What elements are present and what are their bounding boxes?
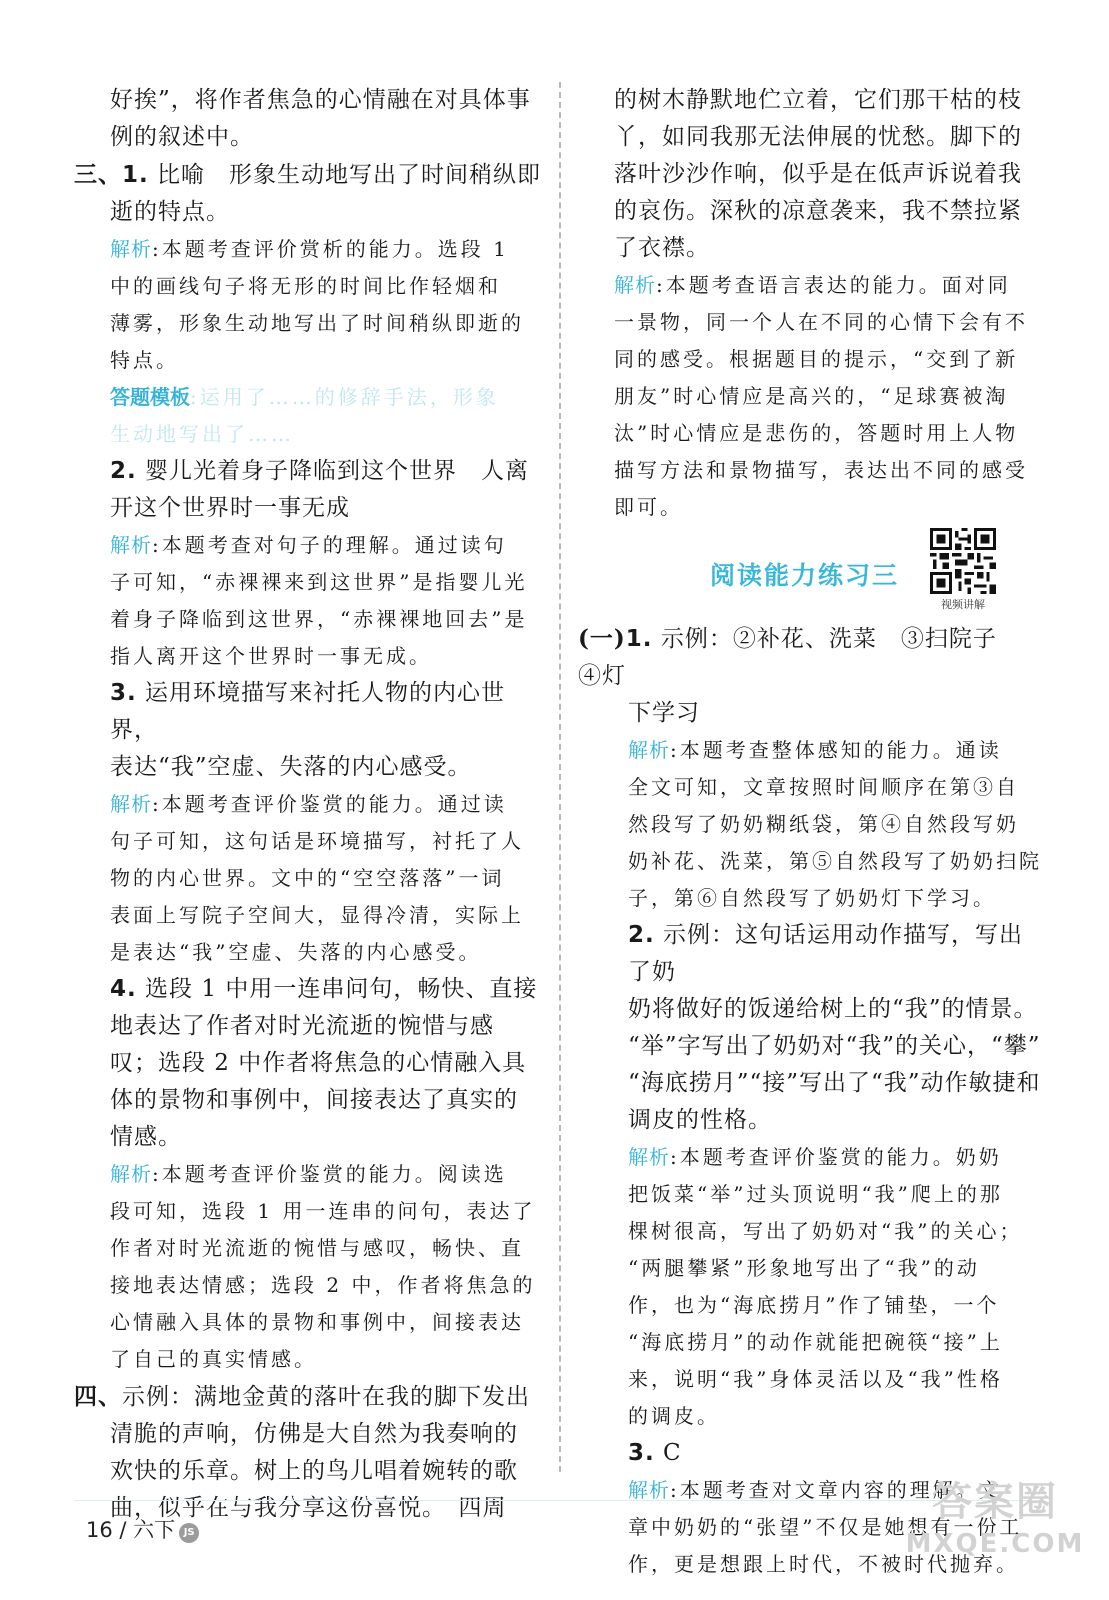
- analysis-line: 接地表达情感；选段 2 中，作者将焦急的: [110, 1273, 536, 1297]
- analysis-text: :本题考查语言表达的能力。面对同: [656, 273, 1011, 297]
- analysis-line: 段可知，选段 1 用一连串的问句，表达了: [110, 1199, 536, 1223]
- answer-line: 曲，似乎在与我分享这份喜悦。 四周: [110, 1495, 507, 1521]
- watermark-bottom: MXQE.COM: [905, 1529, 1085, 1559]
- answer-line: 丫，如同我那无法伸展的忧愁。脚下的: [614, 124, 1022, 150]
- answer-line: 清脆的声响，仿佛是大自然为我奏响的: [110, 1421, 518, 1447]
- q4-answer: [74, 971, 544, 1008]
- analysis-line: 了自己的真实情感。: [110, 1347, 317, 1371]
- r2-answer: [578, 917, 1043, 991]
- analysis-line: 物的内心世界。文中的“空空落落”一词: [110, 866, 505, 890]
- question-number: 4.: [110, 976, 137, 1002]
- watermark: [900, 1478, 1090, 1588]
- answer-line: 开这个世界时一事无成: [110, 495, 350, 521]
- q3-answer: [74, 675, 544, 749]
- answer-line: 落叶沙沙作响，似乎是在低声诉说着我: [614, 161, 1022, 187]
- analysis-line: 表面上写院子空间大，显得冷清，实际上: [110, 903, 524, 927]
- qr-label: 视频讲解: [941, 598, 985, 611]
- analysis-line: 汰”时心情应是悲伤的，答题时用上人物: [614, 421, 1019, 445]
- template-text: :运用了……的修辞手法，形象: [190, 385, 499, 409]
- analysis-line: 中的画线句子将无形的时间比作轻烟和: [110, 274, 501, 298]
- section-label: 四、: [74, 1383, 122, 1410]
- answer-line: 例的叙述中。: [110, 124, 254, 150]
- answer-line: 了衣襟。: [614, 235, 710, 261]
- answer-text: 示例：②补花、洗菜 ③扫院子 ④灯: [578, 626, 1021, 689]
- answer-line: 逝的特点。: [110, 199, 230, 225]
- analysis-line: 着身子降临到这世界，“赤裸裸地回去”是: [110, 607, 528, 631]
- analysis-line: 子可知，“赤裸裸来到这世界”是指婴儿光: [110, 570, 528, 594]
- template-line: 生动地写出了……: [110, 422, 294, 446]
- answer-line: 体的景物和事例中，间接表达了真实的: [110, 1087, 518, 1113]
- practice-heading: [578, 528, 1043, 614]
- question-number: 3.: [110, 680, 137, 706]
- analysis-line: [578, 1139, 1043, 1176]
- answer-text: 比喻 形象生动地写出了时间稍纵即: [148, 162, 542, 188]
- js-badge-icon: JS: [179, 1523, 199, 1543]
- answer-line: 好挨”，将作者焦急的心情融在对具体事: [110, 87, 531, 113]
- column-divider: [559, 82, 561, 1472]
- template-tag: 答题模板: [110, 385, 190, 409]
- analysis-text: :本题考查评价鉴赏的能力。阅读选: [152, 1162, 507, 1186]
- analysis-line: 心情融入具体的景物和事例中，间接表达: [110, 1310, 524, 1334]
- analysis-line: 描写方法和景物描写，表达出不同的感受: [614, 458, 1028, 482]
- answer-line: 的树木静默地伫立着，它们那干枯的枝: [614, 87, 1022, 113]
- analysis-line: 薄雾，形象生动地写出了时间稍纵即逝的: [110, 311, 524, 335]
- analysis-line: 的调皮。: [628, 1404, 720, 1428]
- section-label: (一): [578, 625, 626, 652]
- analysis-line: 奶补花、洗菜，第⑤自然段写了奶奶扫院: [628, 849, 1042, 873]
- answer-line: 表达“我”空虚、失落的内心感受。: [110, 754, 472, 780]
- analysis-tag: 解析: [110, 237, 152, 261]
- answer-line: 叹；选段 2 中作者将焦急的心情融入具: [110, 1050, 527, 1076]
- analysis-line: 把饭菜“举”过头顶说明“我”爬上的那: [628, 1182, 1003, 1206]
- question-number: 2.: [628, 922, 655, 948]
- analysis-line: 是表达“我”空虚、失落的内心感受。: [110, 940, 482, 964]
- analysis-line: 来，说明“我”身体灵活以及“我”性格: [628, 1367, 1003, 1391]
- question-number: 3.: [628, 1440, 655, 1466]
- analysis-line: 同的感受。根据题目的提示，“交到了新: [614, 347, 1019, 371]
- answer-text: C: [654, 1440, 682, 1466]
- analysis-tag: 解析: [110, 1162, 152, 1186]
- answer-text: 选段 1 中用一连串问句，畅快、直接: [136, 976, 538, 1002]
- analysis-line: 朋友”时心情应是高兴的，“足球赛被淘: [614, 384, 1009, 408]
- analysis-tag: 解析: [110, 533, 152, 557]
- analysis-tag: 解析: [110, 792, 152, 816]
- left-column: [74, 82, 544, 1527]
- analysis-line: [74, 786, 544, 823]
- answer-line: 情感。: [110, 1124, 182, 1150]
- analysis-line: “两腿攀紧”形象地写出了“我”的动: [628, 1256, 980, 1280]
- answer-line: 调皮的性格。: [628, 1107, 772, 1133]
- analysis-line: 章中奶奶的“张望”不仅是她想有一份工: [628, 1515, 1023, 1539]
- practice-title: 阅读能力练习三: [710, 561, 900, 590]
- analysis-line: 全文可知，文章按照时间顺序在第③自: [628, 775, 1019, 799]
- analysis-line: 一景物，同一个人在不同的心情下会有不: [614, 310, 1028, 334]
- footer-separator: /: [112, 1518, 134, 1542]
- answer-line: 欢快的乐章。树上的鸟儿唱着婉转的歌: [110, 1458, 518, 1484]
- answer-text: 婴儿光着身子降临到这个世界 人离: [136, 458, 530, 484]
- analysis-line: 然段写了奶奶糊纸袋，第④自然段写奶: [628, 812, 1019, 836]
- right-column: [578, 82, 1043, 1583]
- answer-line: 下学习: [628, 700, 700, 726]
- section-3-q1-answer: [74, 156, 544, 194]
- answer-text: 示例：满地金黄的落叶在我的脚下发出: [122, 1384, 530, 1410]
- answer-text: 示例：这句话运用动作描写，写出了奶: [628, 922, 1024, 985]
- page-number: 16: [86, 1518, 113, 1542]
- page-footer: [86, 1514, 199, 1544]
- analysis-line: 棵树很高，写出了奶奶对“我”的关心；: [628, 1219, 1023, 1243]
- analysis-text: :本题考查评价赏析的能力。选段 1: [152, 237, 509, 261]
- analysis-text: :本题考查对文章内容的理解。文: [670, 1478, 1002, 1502]
- analysis-text: :本题考查对句子的理解。通过读句: [152, 533, 507, 557]
- watermark-top: 答案圈: [932, 1479, 1058, 1525]
- analysis-line: 句子可知，这句话是环境描写，衬托了人: [110, 829, 524, 853]
- analysis-line: 作者对时光流逝的惋惜与感叹，畅快、直: [110, 1236, 524, 1260]
- answer-line: 奶将做好的饭递给树上的“我”的情景。: [628, 996, 1038, 1022]
- r3-answer: [578, 1435, 1043, 1472]
- answer-line: “举”字写出了奶奶对“我”的关心，“攀”: [628, 1033, 1041, 1059]
- answer-text: 运用环境描写来衬托人物的内心世界，: [110, 680, 506, 743]
- qr-code-icon[interactable]: [930, 528, 996, 594]
- analysis-tag: 解析: [614, 273, 656, 297]
- answer-line: 的哀伤。深秋的凉意袭来，我不禁拉紧: [614, 198, 1022, 224]
- analysis-line: [74, 527, 544, 564]
- analysis-line: [578, 732, 1043, 769]
- grade-label: 六下: [133, 1518, 176, 1542]
- section-label: 三、: [74, 161, 122, 188]
- q2-answer: [74, 453, 544, 490]
- analysis-text: :本题考查评价鉴赏的能力。通过读: [152, 792, 507, 816]
- analysis-line: 子，第⑥自然段写了奶奶灯下学习。: [628, 886, 996, 910]
- analysis-line: 特点。: [110, 348, 179, 372]
- analysis-line: 作，更是想跟上时代，不被时代抛弃。: [628, 1552, 1019, 1576]
- question-number: 2.: [110, 458, 137, 484]
- analysis-tag: 解析: [628, 738, 670, 762]
- question-number: 1.: [122, 162, 149, 188]
- analysis-line: [74, 231, 544, 268]
- template-line: [74, 379, 544, 416]
- analysis-line: [74, 1156, 544, 1193]
- analysis-line: 作，也为“海底捞月”作了铺垫，一个: [628, 1293, 1000, 1317]
- analysis-tag: 解析: [628, 1145, 670, 1169]
- section-1-q1-answer: [578, 620, 1043, 695]
- answer-line: “海底捞月”“接”写出了“我”动作敏捷和: [628, 1070, 1041, 1096]
- section-4-answer: [74, 1378, 544, 1416]
- answer-line: 地表达了作者对时光流逝的惋惜与感: [110, 1013, 494, 1039]
- question-number: 1.: [625, 626, 653, 652]
- analysis-line: 指人离开这个世界时一事无成。: [110, 644, 432, 668]
- analysis-text: :本题考查评价鉴赏的能力。奶奶: [670, 1145, 1002, 1169]
- analysis-line: “海底捞月”的动作就能把碗筷“接”上: [628, 1330, 1003, 1354]
- analysis-text: :本题考查整体感知的能力。通读: [670, 738, 1002, 762]
- footer-rule: [74, 1500, 1044, 1501]
- analysis-line: 即可。: [614, 495, 683, 519]
- analysis-line: [578, 267, 1043, 304]
- analysis-tag: 解析: [628, 1478, 670, 1502]
